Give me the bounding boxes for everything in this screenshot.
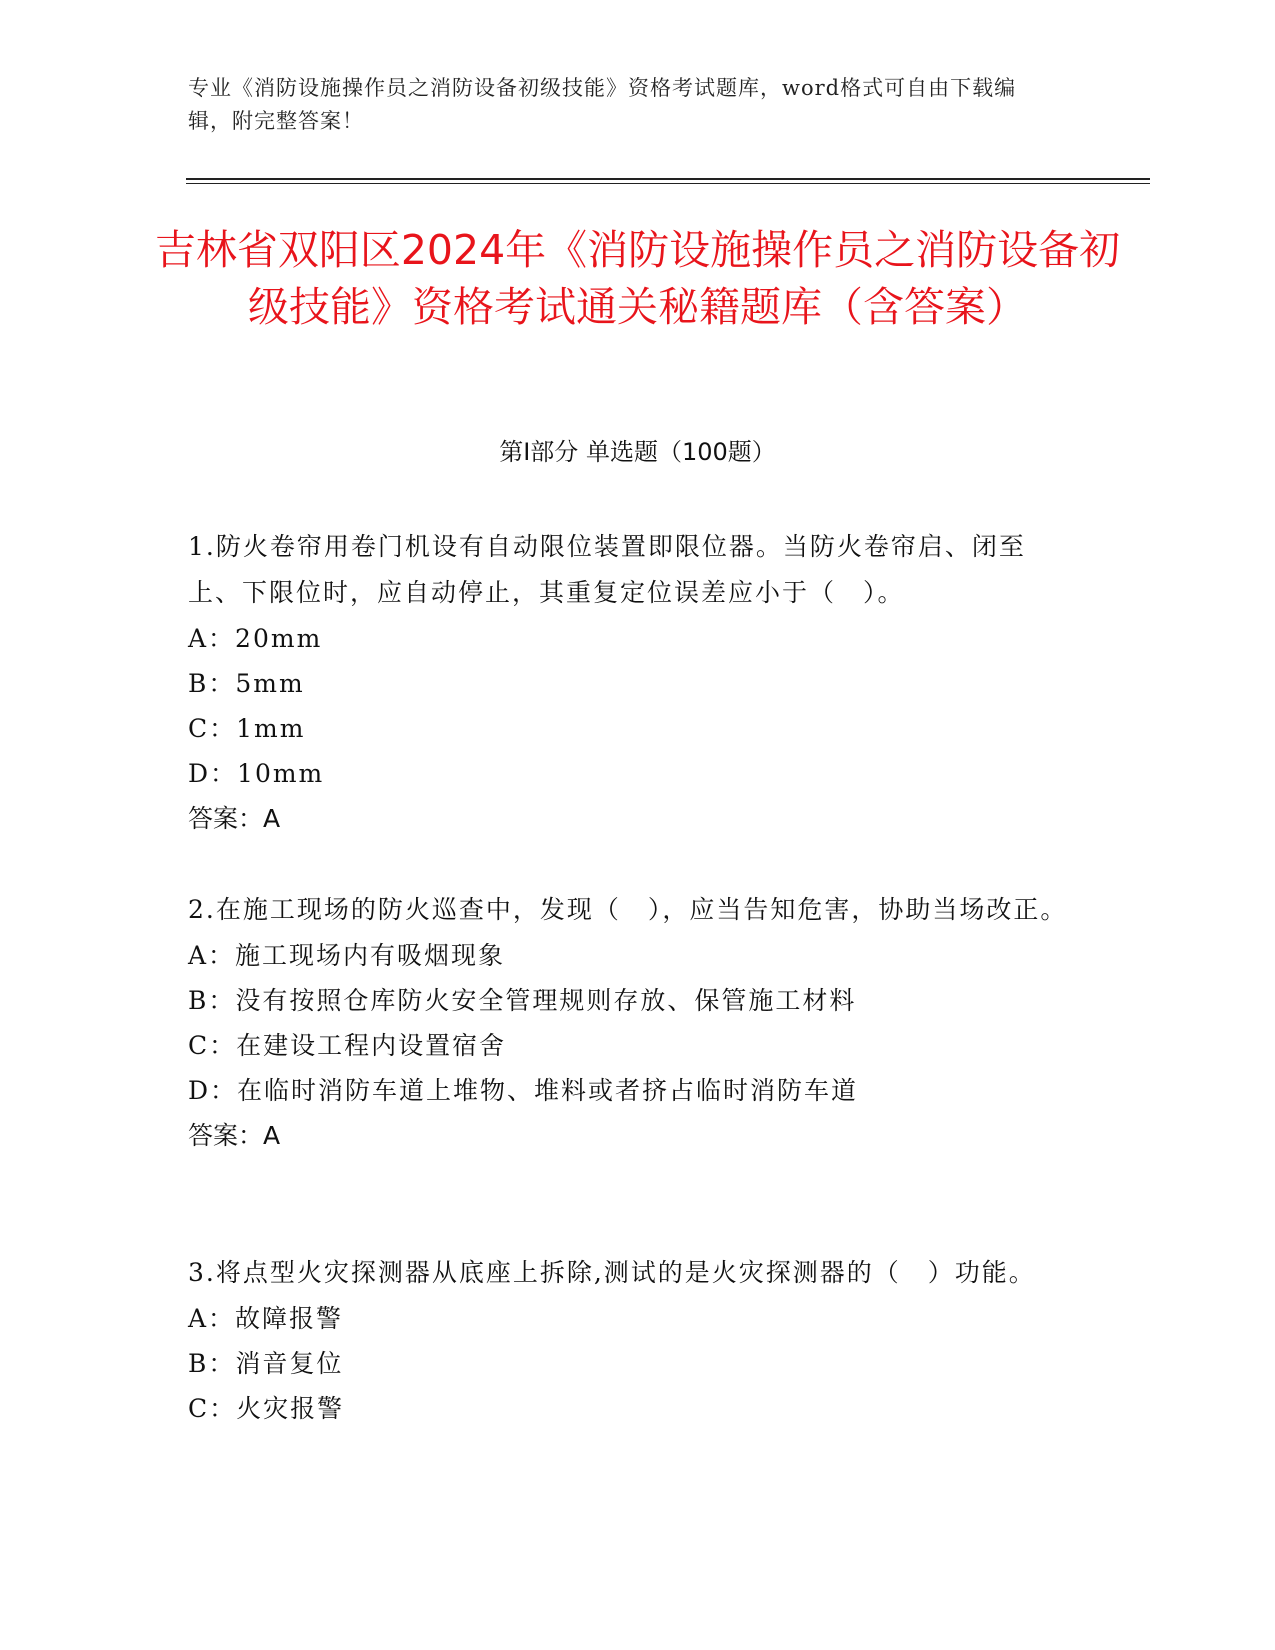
question-2 <box>188 887 1068 1158</box>
option-a: A：20mm <box>188 624 323 653</box>
question-stem: 3.将点型火灾探测器从底座上拆除,测试的是火灾探测器的（ ）功能。 <box>188 1258 1036 1287</box>
question-3 <box>188 1250 1068 1431</box>
option-c: C：在建设工程内设置宿舍 <box>188 1031 507 1060</box>
option-b: B：5mm <box>188 669 305 698</box>
option-b: B：消音复位 <box>188 1349 344 1378</box>
question-stem: 1.防火卷帘用卷门机设有自动限位装置即限位器。当防火卷帘启、闭至上、下限位时，应自动停止，其重复定位误差应小于（ ）。 <box>188 532 1026 607</box>
question-stem: 2.在施工现场的防火巡查中，发现（ ），应当告知危害，协助当场改正。 <box>188 895 1068 924</box>
question-1 <box>188 524 1068 841</box>
section-title: 第Ⅰ部分 单选题（100题） <box>499 438 776 466</box>
answer: 答案：A <box>188 804 281 833</box>
option-d: D：10mm <box>188 759 325 788</box>
header-rule-thin <box>186 183 1150 184</box>
answer: 答案：A <box>188 1121 281 1150</box>
header-note: 专业《消防设施操作员之消防设备初级技能》资格考试题库，word格式可自由下载编辑，附完整答案！ <box>188 76 1017 133</box>
option-b: B：没有按照仓库防火安全管理规则存放、保管施工材料 <box>188 986 857 1015</box>
document-title: 吉林省双阳区2024年《消防设施操作员之消防设备初级技能》资格考试通关秘籍题库（含答案） <box>154 226 1121 331</box>
option-d: D：在临时消防车道上堆物、堆料或者挤占临时消防车道 <box>188 1076 859 1105</box>
option-c: C：1mm <box>188 714 306 743</box>
option-a: A：故障报警 <box>188 1304 344 1333</box>
header-rule-thick <box>186 178 1150 180</box>
option-a: A：施工现场内有吸烟现象 <box>188 941 506 970</box>
option-c: C：火灾报警 <box>188 1394 345 1423</box>
